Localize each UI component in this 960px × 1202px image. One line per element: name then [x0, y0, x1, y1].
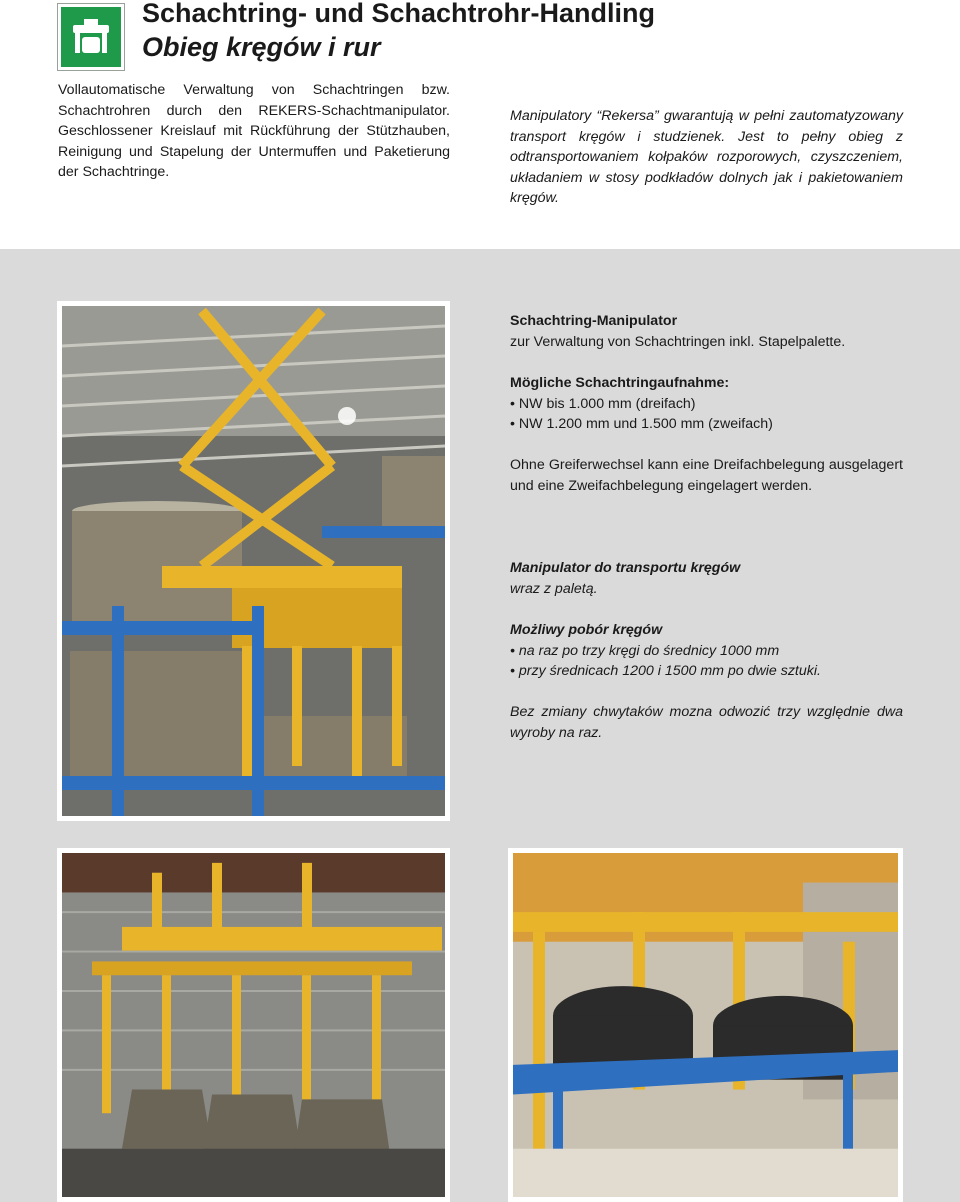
manipulator-icon — [69, 17, 113, 57]
spec-heading: Schachtring-Manipulator — [510, 313, 678, 329]
note-polish: Bez zmiany chwytaków mozna odwozić trzy względnie dwa wyroby na raz. — [510, 704, 903, 741]
intro-polish: Manipulatory “Rekersa” gwarantują w pełni zautomatyzowany transport kręgów i studzienek. Jest to pełny obieg z odtransportowaniem kołpaków rozporowych, czyszczeniem, układaniem w stosy podkładów dolnych jak i pakietowaniem kręgów. — [510, 108, 903, 207]
list-item: • na raz po trzy kręgi do średnicy 1000 mm — [510, 641, 910, 662]
spec-polish — [510, 558, 910, 599]
photo-ring-manipulator — [57, 301, 450, 821]
capacity-list — [510, 394, 910, 435]
page-title: Schachtring- und Schachtrohr-Handling — [142, 0, 656, 28]
capacity-heading: Mögliche Schachtringaufnahme: — [510, 375, 730, 391]
page-title-polish: Obieg kręgów i rur — [142, 32, 381, 62]
section-icon — [57, 3, 125, 71]
spec-heading-polish: Manipulator do transportu kręgów — [510, 560, 741, 576]
capacity-heading-polish: Możliwy pobór kręgów — [510, 622, 663, 638]
list-item: • NW 1.200 mm und 1.500 mm (zweifach) — [510, 414, 910, 435]
spec-german — [510, 311, 910, 352]
capacity-polish — [510, 620, 910, 682]
photo-ring-pallet — [508, 848, 903, 1202]
photo-gripper-frame — [57, 848, 450, 1202]
note-german: Ohne Greiferwechsel kann eine Dreifachbelegung ausgelagert und eine Zweifachbelegung eingelagert werden. — [510, 457, 903, 494]
spec-subheading-polish: wraz z paletą. — [510, 580, 598, 597]
intro-german: Vollautomatische Verwaltung von Schachtringen bzw. Schachtrohren durch den REKERS-Schachtmanipulator. Geschlossener Kreislauf mit Rückführung der Stützhauben, Reinigung und Stapelung der Untermuffen und Paketierung der Schachtringe. — [58, 82, 450, 181]
capacity-german — [510, 373, 910, 435]
capacity-list-polish — [510, 641, 910, 682]
spec-subheading: zur Verwaltung von Schachtringen inkl. Stapelpalette. — [510, 333, 846, 350]
list-item: • przy średnicach 1200 i 1500 mm po dwie sztuki. — [510, 661, 910, 682]
list-item: • NW bis 1.000 mm (dreifach) — [510, 394, 910, 415]
